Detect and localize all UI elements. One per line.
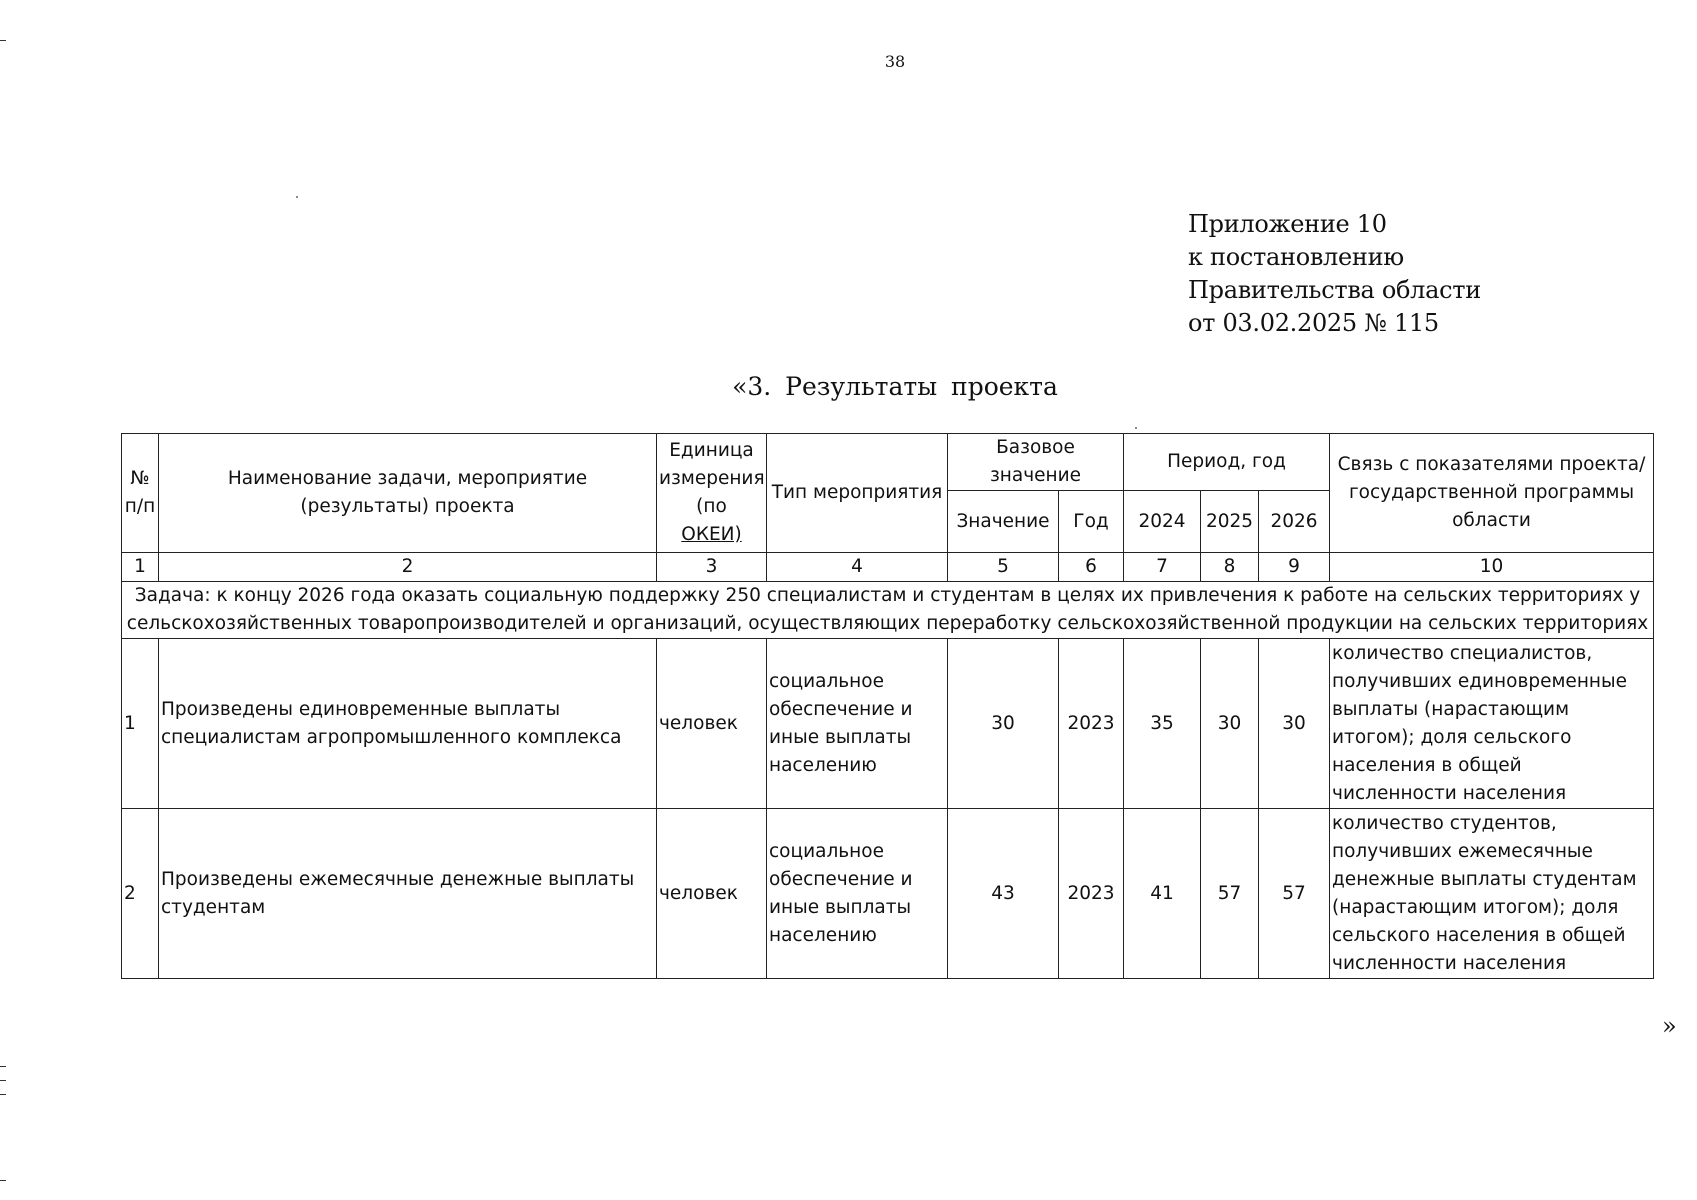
row-type: социальное обеспечение и иные выплаты населению [767,809,948,979]
row-2025: 57 [1201,809,1259,979]
row-unit: человек [657,809,767,979]
col-number: 2 [159,553,657,582]
row-base-year: 2023 [1059,809,1124,979]
col-number: 10 [1330,553,1654,582]
header-year-2026: 2026 [1259,491,1330,553]
scan-margin-mark [0,40,6,41]
scan-margin-mark [0,1180,6,1181]
appendix-line-1: Приложение 10 [1188,210,1387,238]
task-text: Задача: к концу 2026 года оказать социальную поддержку 250 специалистам и студентам в целях их привлечения к работе на сельских территориях у сельскохозяйственных товаропроизводителей и организаций, осуществляющих переработку сельскохозяйственной продукции на сельских территориях [122,582,1654,639]
header-link: Связь с показателями проекта/государственной программы области [1330,434,1654,553]
appendix-header [1188,208,1481,340]
header-unit-okei: ОКЕИ) [681,524,742,545]
col-number: 5 [948,553,1059,582]
header-unit [657,434,767,553]
table-row [122,809,1654,979]
row-name: Произведены единовременные выплаты специалистам агропромышленного комплекса [159,639,657,809]
header-base: Базовое значение [948,434,1124,491]
header-year-2025: 2025 [1201,491,1259,553]
row-type: социальное обеспечение и иные выплаты населению [767,639,948,809]
section-title: «3. Результаты проекта [732,372,1058,401]
appendix-line-2: к постановлению [1188,243,1404,271]
row-unit: человек [657,639,767,809]
col-number: 1 [122,553,159,582]
row-link: количество студентов, получивших ежемесячные денежные выплаты студентам (нарастающим итогом); доля сельского населения в общей численности населения [1330,809,1654,979]
row-link: количество специалистов, получивших единовременные выплаты (нарастающим итогом); доля сельского населения в общей численности населения [1330,639,1654,809]
header-base-value: Значение [948,491,1059,553]
task-row [122,582,1654,639]
scan-margin-mark [0,1066,6,1067]
scan-margin-mark [0,1080,6,1081]
appendix-line-3: Правительства области [1188,276,1481,304]
scan-dot [1135,427,1137,429]
row-2026: 30 [1259,639,1330,809]
row-base-year: 2023 [1059,639,1124,809]
header-year-2024: 2024 [1124,491,1201,553]
header-unit-text: Единица измерения (по [659,440,765,517]
page-number: 38 [884,52,906,71]
header-name: Наименование задачи, мероприятие (результаты) проекта [159,434,657,553]
row-2024: 41 [1124,809,1201,979]
header-period: Период, год [1124,434,1330,491]
results-table [121,433,1654,979]
appendix-line-4: от 03.02.2025 № 115 [1188,309,1439,337]
header-base-year: Год [1059,491,1124,553]
row-base-value: 30 [948,639,1059,809]
col-number: 7 [1124,553,1201,582]
row-num: 2 [122,809,159,979]
col-number: 8 [1201,553,1259,582]
col-number: 3 [657,553,767,582]
col-number: 9 [1259,553,1330,582]
column-number-row [122,553,1654,582]
row-2026: 57 [1259,809,1330,979]
table-row [122,639,1654,809]
header-type: Тип мероприятия [767,434,948,553]
scan-margin-mark [0,1094,6,1095]
closing-quote: » [1662,1012,1677,1040]
row-2025: 30 [1201,639,1259,809]
row-name: Произведены ежемесячные денежные выплаты студентам [159,809,657,979]
col-number: 6 [1059,553,1124,582]
col-number: 4 [767,553,948,582]
scan-dot [296,196,298,198]
row-base-value: 43 [948,809,1059,979]
row-2024: 35 [1124,639,1201,809]
header-num: № п/п [122,434,159,553]
row-num: 1 [122,639,159,809]
